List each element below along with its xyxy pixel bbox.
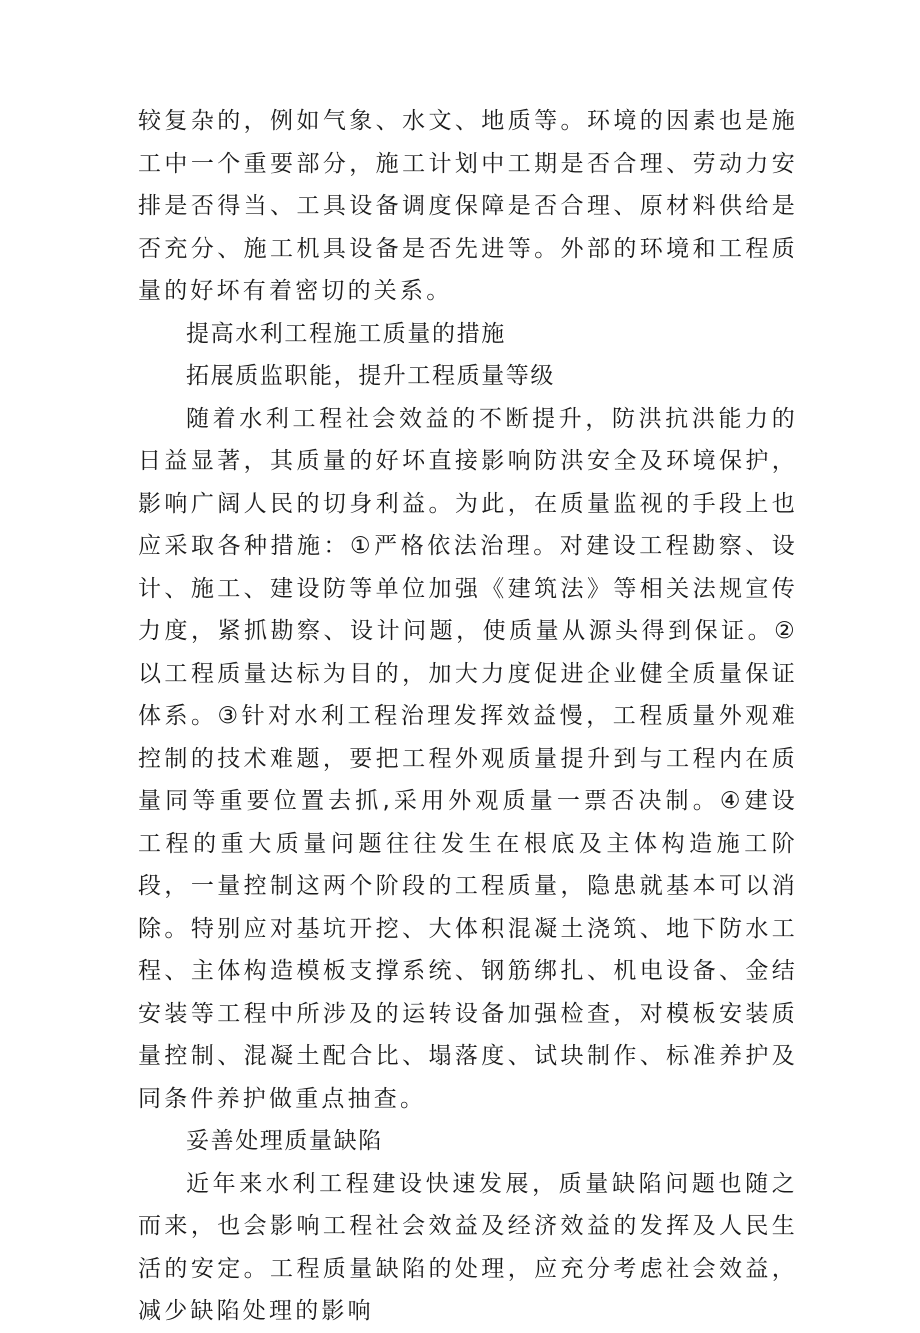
paragraph-quality-supervision: 随着水利工程社会效益的不断提升，防洪抗洪能力的日益显著，其质量的好坏直接影响防洪安全及环境保护，影响广阔人民的切身利益。为此，在质量监视的手段上也应采取各种措施：①严格依法治理。对建设工程勘察、设计、施工、建设防等单位加强《建筑法》等相关法规宣传力度，紧抓勘察、设计问题，使质量从源头得到保证。②以工程质量达标为目的，加大力度促进企业健全质量保证体系。③针对水利工程治理发挥效益慢，工程质量外观难控制的技术难题，要把工程外观质量提升到与工程内在质量同等重要位置去抓,采用外观质量一票否决制。④建设工程的重大质量问题往往发生在根底及主体构造施工阶段，一量控制这两个阶段的工程质量，隐患就基本可以消除。特别应对基坑开挖、大体积混凝土浇筑、地下防水工程、主体构造模板支撑系统、钢筋绑扎、机电设备、金结安装等工程中所涉及的运转设备加强检查，对模板安装质量控制、混凝土配合比、塌落度、试块制作、标准养护及同条件养护做重点抽查。 (138, 405, 798, 1112)
subsection-heading-quality-supervision: 拓展质监职能，提升工程质量等级 (186, 363, 555, 389)
subsection-heading-quality-defects: 妥善处理质量缺陷 (186, 1128, 383, 1154)
paragraph-environment-factors: 较复杂的，例如气象、水文、地质等。环境的因素也是施工中一个重要部分，施工计划中工期是否合理、劳动力安排是否得当、工具设备调度保障是否合理、原材料供给是否充分、施工机具设备是否先进等。外部的环境和工程质量的好坏有着密切的关系。 (138, 108, 798, 304)
section-heading-measures: 提高水利工程施工质量的措施 (186, 320, 506, 347)
document-body (138, 100, 798, 1333)
paragraph-quality-defects: 近年来水利工程建设快速发展，质量缺陷问题也随之而来，也会影响工程社会效益及经济效益的发挥及人民生活的安定。工程质量缺陷的处理，应充分考虑社会效益，减少缺陷处理的影响 (138, 1170, 798, 1324)
